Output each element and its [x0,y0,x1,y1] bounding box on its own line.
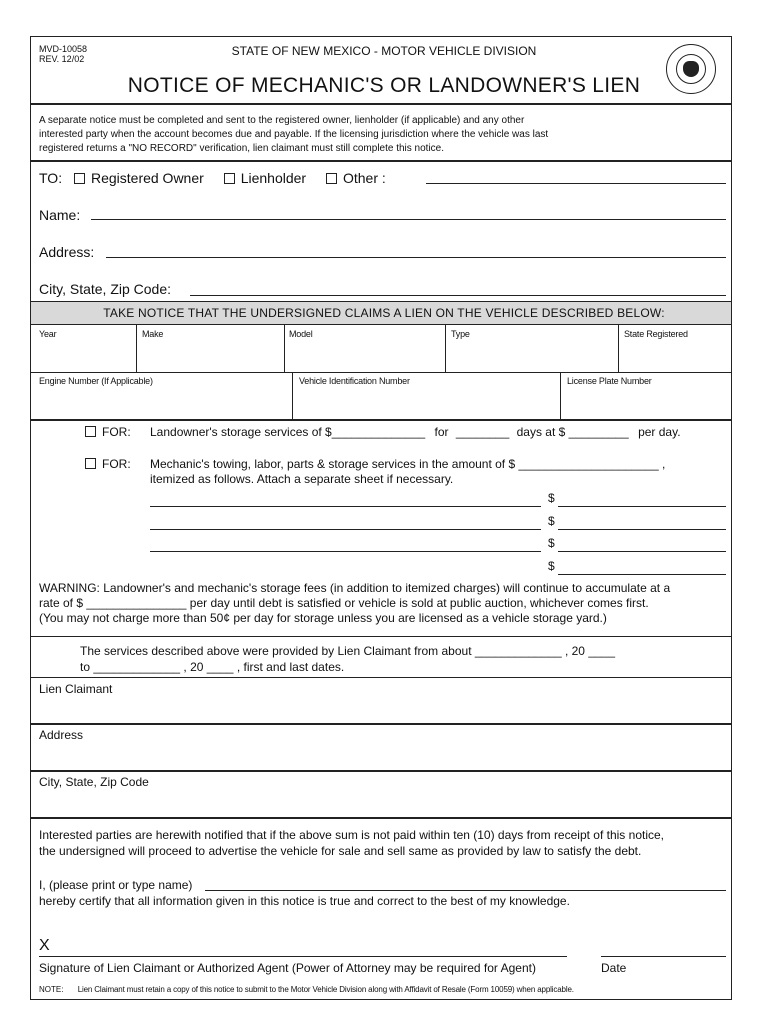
cell-divider [618,325,619,372]
notification-paragraph [39,827,727,859]
lien-claimant-label: Lien Claimant [39,682,113,696]
form-revision: REV. 12/02 [39,54,85,64]
divider [31,103,731,105]
registered-owner-checkbox[interactable] [74,173,85,184]
note-label: NOTE: [39,985,64,994]
divider [31,677,731,678]
registered-owner-option[interactable] [74,170,204,186]
mechanic-line-2: itemized as follows. Attach a separate sheet if necessary. [150,472,454,486]
state-seal-icon [666,44,716,94]
rate-blank[interactable]: _________ [568,425,629,439]
form-number: MVD-10058 [39,44,88,54]
divider [31,636,731,637]
itemized-total-field[interactable] [558,574,726,575]
make-label: Make [142,329,164,339]
warning-paragraph [39,581,729,626]
intro-line-2: interested party when the account becomes due and payable. If the licensing jurisdiction where the vehicle was last [39,129,549,140]
intro-paragraph [39,114,727,156]
vin-label: Vehicle Identification Number [299,376,410,386]
storage-amount-blank[interactable]: ______________ [331,425,426,439]
claimant-city-label: City, State, Zip Code [39,775,149,789]
mechanic-checkbox[interactable] [85,458,96,469]
signature-field[interactable] [39,956,567,957]
divider [31,419,731,421]
notification-line-1: Interested parties are herewith notified that if the above sum is not paid within ten (10) days from receipt of this notice, [39,828,664,842]
divider [31,817,731,819]
intro-line-3: registered returns a "NO RECORD" verification, lien claimant must still complete this notice. [39,143,445,154]
for-label: FOR: [102,457,131,471]
certification-statement: hereby certify that all information given in this notice is true and correct to the best of my knowledge. [39,894,570,908]
for-label: FOR: [102,425,131,439]
name-field[interactable] [91,219,726,220]
services-line-2: to _____________ , 20 ____ , first and last dates. [80,660,345,674]
lienholder-checkbox[interactable] [224,173,235,184]
itemized-amount-field[interactable] [558,529,726,530]
footer-note [39,985,574,994]
to-label: TO: [39,170,63,186]
signature-label: Signature of Lien Claimant or Authorized Agent (Power of Attorney may be required for Agent) [39,961,536,975]
itemized-description-field[interactable] [150,529,541,530]
itemized-description-field[interactable] [150,506,541,507]
mechanic-for-option[interactable] [85,457,131,471]
date-label: Date [601,961,627,975]
other-field[interactable] [426,183,726,184]
lienholder-option[interactable] [224,170,306,186]
state-registered-label: State Registered [624,329,688,339]
divider [31,770,731,772]
dollar-sign: $ [548,536,555,550]
divider [31,160,731,162]
warning-line-3: (You may not charge more than 50¢ per day for storage unless you are licensed as a vehicle storage yard.) [39,611,607,625]
print-name-field[interactable] [205,890,726,891]
other-checkbox[interactable] [326,173,337,184]
itemized-description-field[interactable] [150,551,541,552]
date-field[interactable] [601,956,726,957]
other-option[interactable] [326,170,386,186]
registered-owner-label: Registered Owner [90,170,204,186]
dollar-sign: $ [548,559,555,573]
services-dates-paragraph [80,643,615,675]
claimant-address-label: Address [39,728,84,742]
lienholder-label: Lienholder [240,170,307,186]
warning-line-2: rate of $ _______________ per day until debt is satisfied or vehicle is sold at public auction, whichever comes first. [39,596,649,610]
mechanic-services-text [150,457,665,487]
agency-name: STATE OF NEW MEXICO - MOTOR VEHICLE DIVISION [231,44,537,58]
dollar-sign: $ [548,491,555,505]
intro-line-1: A separate notice must be completed and sent to the registered owner, lienholder (if applicable) and any other [39,115,525,126]
address-field[interactable] [106,257,726,258]
note-text: Lien Claimant must retain a copy of this notice to submit to the Motor Vehicle Division along with Affidavit of Resale (Form 10059) when applicable. [77,985,574,994]
city-state-zip-field[interactable] [190,295,726,296]
notification-line-2: the undersigned will proceed to advertise the vehicle for sale and sell same as provided by law to satisfy the debt. [39,844,642,858]
itemized-amount-field[interactable] [558,551,726,552]
license-plate-label: License Plate Number [567,376,652,386]
days-at-text: days at $ [516,425,566,439]
to-row [39,170,386,186]
address-label: Address: [39,244,95,260]
services-line-1: The services described above were provided by Lien Claimant from about _____________ , 20 ____ [80,644,616,658]
landowner-storage-row [150,425,681,439]
divider [31,372,731,373]
other-label: Other : [342,170,386,186]
landowner-storage-text: Landowner's storage services of $ [150,425,332,439]
per-day-text: per day. [638,425,681,439]
divider [31,723,731,725]
type-label: Type [451,329,470,339]
city-state-zip-label: City, State, Zip Code: [39,281,172,297]
for-text: for [434,425,449,439]
warning-line-1: WARNING: Landowner's and mechanic's storage fees (in addition to itemized charges) will continue to accumulate at a [39,581,671,595]
lien-notice-text: TAKE NOTICE THAT THE UNDERSIGNED CLAIMS A LIEN ON THE VEHICLE DESCRIBED BELOW: [103,306,665,320]
cell-divider [445,325,446,372]
cell-divider [292,373,293,419]
cell-divider [136,325,137,372]
print-name-label: I, (please print or type name) [39,878,193,892]
dollar-sign: $ [548,514,555,528]
model-label: Model [289,329,313,339]
year-label: Year [39,329,57,339]
landowner-for-option[interactable] [85,425,131,439]
landowner-checkbox[interactable] [85,426,96,437]
itemized-amount-field[interactable] [558,506,726,507]
name-label: Name: [39,207,81,223]
cell-divider [560,373,561,419]
days-blank[interactable]: ________ [455,425,510,439]
cell-divider [284,325,285,372]
engine-number-label: Engine Number (If Applicable) [39,376,153,386]
page-title: NOTICE OF MECHANIC'S OR LANDOWNER'S LIEN [127,74,641,97]
mechanic-line-1: Mechanic's towing, labor, parts & storage services in the amount of $ _____________________ , [150,457,666,471]
signature-x-mark: X [39,937,50,954]
